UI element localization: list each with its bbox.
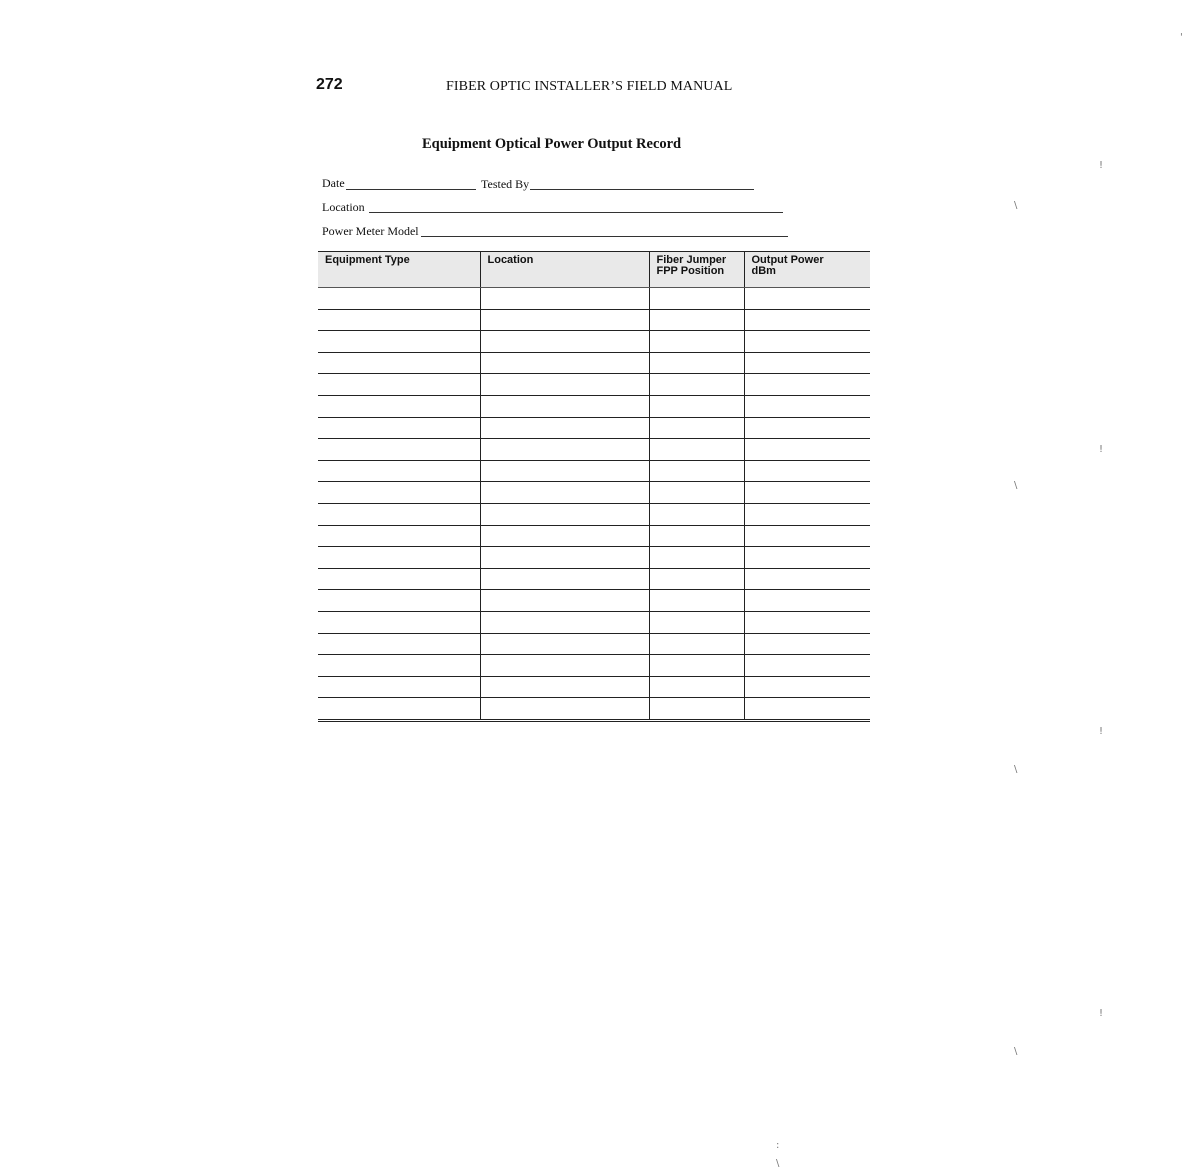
fiber-jumper-fpp-position-cell[interactable]: [649, 590, 744, 612]
scan-speck: \: [1014, 1046, 1018, 1057]
tested-by-field[interactable]: [530, 189, 754, 190]
output-power-dbm-cell[interactable]: [744, 352, 870, 374]
location-cell[interactable]: [480, 655, 649, 677]
fiber-jumper-fpp-position-header: Fiber Jumper FPP Position: [649, 252, 744, 288]
running-head: FIBER OPTIC INSTALLER’S FIELD MANUAL: [446, 79, 733, 94]
fiber-jumper-fpp-position-cell[interactable]: [649, 331, 744, 353]
power-output-record-table: [318, 251, 870, 722]
output-power-dbm-cell[interactable]: [744, 547, 870, 569]
location-header: Location: [480, 252, 649, 288]
equipment-type-header: Equipment Type: [318, 252, 480, 288]
equipment-type-cell[interactable]: [318, 374, 480, 396]
equipment-type-cell[interactable]: [318, 590, 480, 612]
table-row: [318, 309, 870, 331]
location-cell[interactable]: [480, 547, 649, 569]
output-power-dbm-header: Output Power dBm: [744, 252, 870, 288]
power-meter-model-field[interactable]: [421, 236, 788, 237]
fiber-jumper-fpp-position-cell[interactable]: [649, 568, 744, 590]
output-power-dbm-cell[interactable]: [744, 633, 870, 655]
location-field[interactable]: [369, 212, 783, 213]
scan-speck: !: [1099, 1008, 1104, 1019]
table-row: [318, 547, 870, 569]
table-row: [318, 698, 870, 721]
equipment-type-cell[interactable]: [318, 331, 480, 353]
equipment-type-cell[interactable]: [318, 525, 480, 547]
table-row: [318, 288, 870, 310]
equipment-type-cell[interactable]: [318, 439, 480, 461]
table-row: [318, 374, 870, 396]
fiber-jumper-fpp-position-cell[interactable]: [649, 611, 744, 633]
fiber-jumper-fpp-position-cell[interactable]: [649, 655, 744, 677]
output-power-dbm-cell[interactable]: [744, 395, 870, 417]
equipment-type-cell[interactable]: [318, 568, 480, 590]
equipment-type-cell[interactable]: [318, 395, 480, 417]
scan-speck: ': [1180, 32, 1183, 43]
fiber-jumper-fpp-position-cell[interactable]: [649, 547, 744, 569]
form-title: Equipment Optical Power Output Record: [422, 136, 682, 152]
location-cell[interactable]: [480, 309, 649, 331]
scan-speck: !: [1099, 444, 1104, 455]
equipment-type-cell[interactable]: [318, 352, 480, 374]
equipment-type-cell[interactable]: [318, 633, 480, 655]
output-power-dbm-cell[interactable]: [744, 698, 870, 721]
fiber-jumper-fpp-position-cell[interactable]: [649, 633, 744, 655]
fiber-jumper-fpp-position-cell[interactable]: [649, 439, 744, 461]
location-cell[interactable]: [480, 633, 649, 655]
location-cell[interactable]: [480, 460, 649, 482]
location-cell[interactable]: [480, 352, 649, 374]
fiber-jumper-fpp-position-cell[interactable]: [649, 395, 744, 417]
location-cell[interactable]: [480, 676, 649, 698]
table-header-row: [318, 252, 870, 288]
table-row: [318, 482, 870, 504]
table-row: [318, 611, 870, 633]
equipment-type-cell[interactable]: [318, 676, 480, 698]
location-cell[interactable]: [480, 417, 649, 439]
location-cell[interactable]: [480, 439, 649, 461]
table-row: [318, 590, 870, 612]
location-label: Location: [322, 200, 365, 214]
fiber-jumper-fpp-position-cell[interactable]: [649, 676, 744, 698]
table-body: [318, 288, 870, 721]
location-cell[interactable]: [480, 374, 649, 396]
fiber-jumper-fpp-position-cell[interactable]: [649, 482, 744, 504]
page-number: 272: [316, 76, 343, 93]
table-row: [318, 417, 870, 439]
output-power-dbm-cell[interactable]: [744, 374, 870, 396]
output-power-dbm-cell[interactable]: [744, 460, 870, 482]
fiber-jumper-fpp-position-cell[interactable]: [649, 288, 744, 310]
fiber-jumper-fpp-position-cell[interactable]: [649, 417, 744, 439]
table-row: [318, 676, 870, 698]
table-row: [318, 633, 870, 655]
date-label: Date: [322, 176, 345, 190]
output-power-dbm-cell[interactable]: [744, 568, 870, 590]
equipment-type-cell[interactable]: [318, 309, 480, 331]
tested-by-label: Tested By: [481, 177, 530, 191]
location-cell[interactable]: [480, 482, 649, 504]
equipment-type-cell[interactable]: [318, 460, 480, 482]
power-meter-model-label: Power Meter Model: [322, 224, 419, 238]
location-cell[interactable]: [480, 331, 649, 353]
scan-speck: \: [776, 1158, 780, 1169]
output-power-dbm-cell[interactable]: [744, 331, 870, 353]
output-power-dbm-cell[interactable]: [744, 676, 870, 698]
output-power-dbm-cell[interactable]: [744, 655, 870, 677]
equipment-type-cell[interactable]: [318, 288, 480, 310]
fiber-jumper-fpp-position-cell[interactable]: [649, 352, 744, 374]
output-power-dbm-cell[interactable]: [744, 482, 870, 504]
fiber-jumper-fpp-position-cell[interactable]: [649, 503, 744, 525]
location-cell[interactable]: [480, 395, 649, 417]
output-power-dbm-cell[interactable]: [744, 590, 870, 612]
fiber-jumper-fpp-position-cell[interactable]: [649, 698, 744, 721]
fiber-jumper-fpp-position-cell[interactable]: [649, 460, 744, 482]
location-cell[interactable]: [480, 611, 649, 633]
equipment-type-cell[interactable]: [318, 655, 480, 677]
output-power-dbm-cell[interactable]: [744, 439, 870, 461]
table-row: [318, 525, 870, 547]
equipment-type-cell[interactable]: [318, 547, 480, 569]
location-cell[interactable]: [480, 503, 649, 525]
location-cell[interactable]: [480, 698, 649, 721]
table-row: [318, 331, 870, 353]
output-power-dbm-cell[interactable]: [744, 525, 870, 547]
fiber-jumper-fpp-position-cell[interactable]: [649, 374, 744, 396]
date-field[interactable]: [346, 189, 476, 190]
scan-speck: !: [1099, 160, 1104, 171]
location-cell[interactable]: [480, 525, 649, 547]
scan-speck: :: [776, 1140, 780, 1151]
scan-speck: !: [1099, 726, 1104, 737]
scan-speck: \: [1014, 200, 1018, 211]
output-power-dbm-cell[interactable]: [744, 503, 870, 525]
equipment-type-cell[interactable]: [318, 417, 480, 439]
table-row: [318, 439, 870, 461]
equipment-type-cell[interactable]: [318, 698, 480, 721]
output-power-dbm-cell[interactable]: [744, 309, 870, 331]
table-row: [318, 395, 870, 417]
location-cell[interactable]: [480, 590, 649, 612]
output-power-dbm-cell[interactable]: [744, 611, 870, 633]
fiber-jumper-fpp-position-cell[interactable]: [649, 309, 744, 331]
output-power-dbm-cell[interactable]: [744, 417, 870, 439]
equipment-type-cell[interactable]: [318, 482, 480, 504]
table-row: [318, 655, 870, 677]
table-row: [318, 352, 870, 374]
table-row: [318, 503, 870, 525]
scan-speck: \: [1014, 764, 1018, 775]
location-cell[interactable]: [480, 288, 649, 310]
table-row: [318, 568, 870, 590]
equipment-type-cell[interactable]: [318, 611, 480, 633]
scan-speck: \: [1014, 480, 1018, 491]
equipment-type-cell[interactable]: [318, 503, 480, 525]
output-power-dbm-cell[interactable]: [744, 288, 870, 310]
location-cell[interactable]: [480, 568, 649, 590]
table-row: [318, 460, 870, 482]
fiber-jumper-fpp-position-cell[interactable]: [649, 525, 744, 547]
